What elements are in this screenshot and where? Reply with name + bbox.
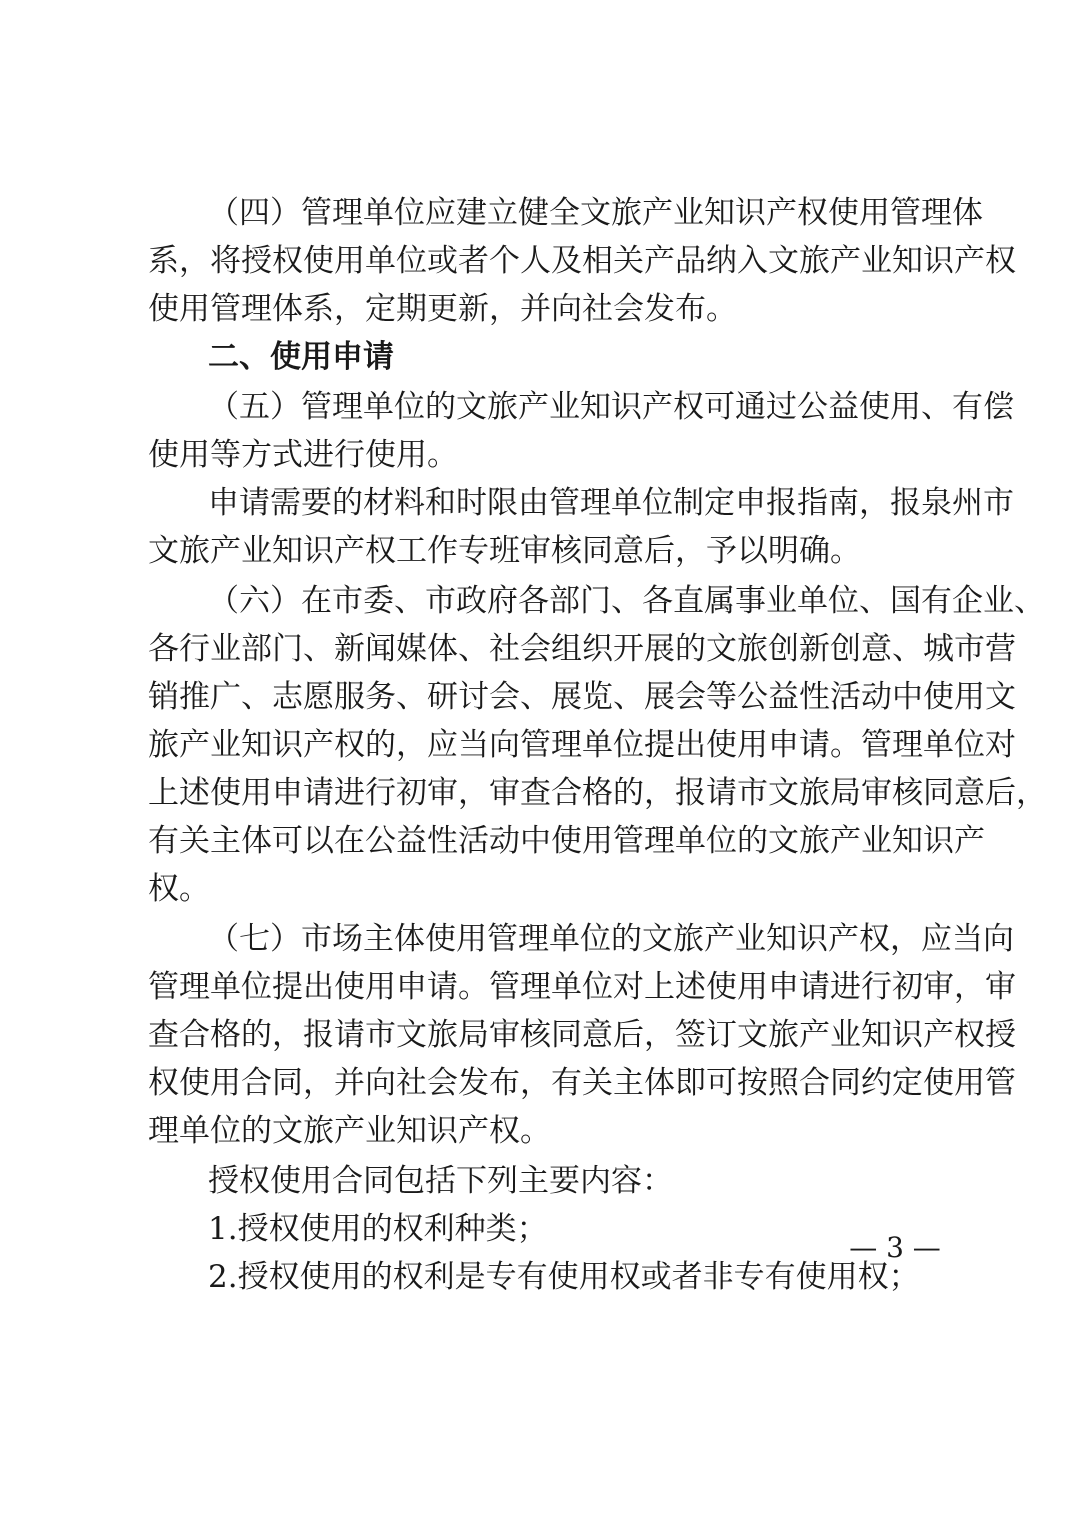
paragraph-6-line-1: （六）在市委、市政府各部门、各直属事业单位、国有企业、 [208,583,1045,619]
paragraph-6-line-6: 有关主体可以在公益性活动中使用管理单位的文旅产业知识产 [148,823,985,859]
paragraph-4-line-2: 系，将授权使用单位或者个人及相关产品纳入文旅产业知识产权 [148,243,1016,279]
paragraph-application-line-1: 申请需要的材料和时限由管理单位制定申报指南，报泉州市 [208,485,1014,521]
paragraph-6-line-5: 上述使用申请进行初审，审查合格的，报请市文旅局审核同意后， [148,775,1047,811]
contract-item-2: 2.授权使用的权利是专有使用权或者非专有使用权； [208,1259,920,1295]
contract-item-1: 1.授权使用的权利种类； [208,1211,548,1247]
paragraph-6-line-7: 权。 [148,871,210,907]
paragraph-4-line-1: （四）管理单位应建立健全文旅产业知识产权使用管理体 [208,195,983,231]
paragraph-7-line-2: 管理单位提出使用申请。管理单位对上述使用申请进行初审，审 [148,969,1016,1005]
paragraph-6-line-2: 各行业部门、新闻媒体、社会组织开展的文旅创新创意、城市营 [148,631,1016,667]
contract-content-intro: 授权使用合同包括下列主要内容： [208,1163,673,1199]
paragraph-5-line-1: （五）管理单位的文旅产业知识产权可通过公益使用、有偿 [208,389,1014,425]
section-heading: 二、使用申请 [208,339,394,375]
paragraph-7-line-4: 权使用合同，并向社会发布，有关主体即可按照合同约定使用管 [148,1065,1016,1101]
paragraph-6-line-4: 旅产业知识产权的，应当向管理单位提出使用申请。管理单位对 [148,727,1016,763]
paragraph-7-line-5: 理单位的文旅产业知识产权。 [148,1113,551,1149]
paragraph-6-line-3: 销推广、志愿服务、研讨会、展览、展会等公益性活动中使用文 [148,679,1016,715]
paragraph-application-line-2: 文旅产业知识产权工作专班审核同意后，予以明确。 [148,533,861,569]
paragraph-4-line-3: 使用管理体系，定期更新，并向社会发布。 [148,291,737,327]
page-number: — 3 — [849,1231,941,1264]
paragraph-5-line-2: 使用等方式进行使用。 [148,437,458,473]
paragraph-7-line-1: （七）市场主体使用管理单位的文旅产业知识产权，应当向 [208,921,1014,957]
paragraph-7-line-3: 查合格的，报请市文旅局审核同意后，签订文旅产业知识产权授 [148,1017,1016,1053]
